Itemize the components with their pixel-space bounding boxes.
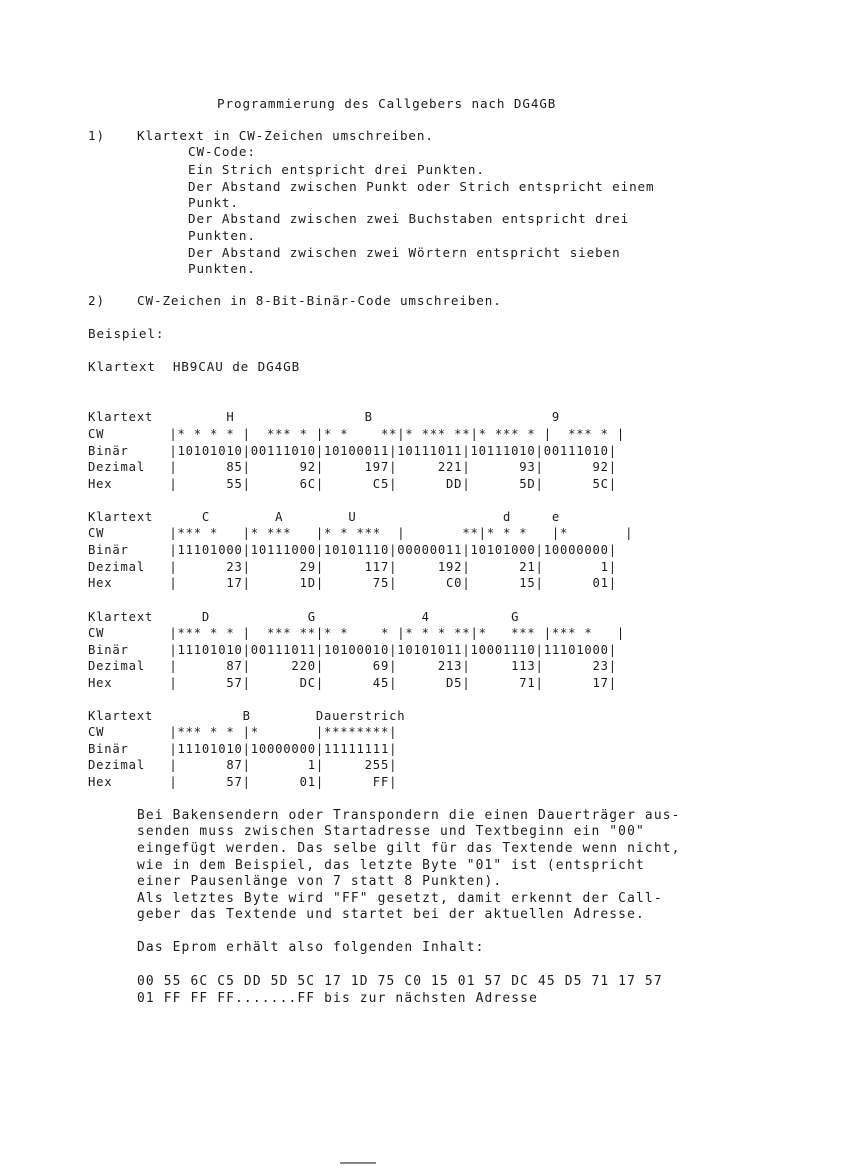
table-3-row: Dezimal | 87| 220| 69| 213| 113| 23|: [88, 659, 617, 673]
table-1-row: Hex | 55| 6C| C5| DD| 5D| 5C|: [88, 477, 617, 491]
eprom-intro: Das Eprom erhält also folgenden Inhalt:: [137, 940, 485, 955]
paragraph-line: Als letztes Byte wird "FF" gesetzt, damit erkennt der Call-: [137, 891, 663, 906]
table-4-row: Klartext B Dauerstrich: [88, 709, 406, 723]
step-1-line: Ein Strich entspricht drei Punkten.: [188, 162, 485, 177]
table-4-row: Binär |11101010|10000000|11111111|: [88, 742, 398, 756]
paragraph-line: wie in dem Beispiel, das letzte Byte "01" ist (entspricht: [137, 858, 645, 873]
table-2-row: Dezimal | 23| 29| 117| 192| 21| 1|: [88, 560, 617, 574]
table-3-row: Hex | 57| DC| 45| D5| 71| 17|: [88, 676, 617, 690]
paragraph-line: senden muss zwischen Startadresse und Textbeginn ein "00": [137, 824, 645, 839]
table-4-row: Hex | 57| 01| FF|: [88, 775, 398, 789]
step-1-line: CW-Code:: [188, 144, 256, 159]
step-1-line: Punkten.: [188, 228, 256, 243]
step-1-number: 1): [88, 128, 105, 143]
table-1-row: Dezimal | 85| 92| 197| 221| 93| 92|: [88, 460, 617, 474]
table-4-row: Dezimal | 87| 1| 255|: [88, 758, 398, 772]
step-1-line: Der Abstand zwischen zwei Buchstaben entspricht drei: [188, 211, 630, 226]
paragraph-line: geber das Textende und startet bei der aktuellen Adresse.: [137, 907, 645, 922]
klartext-line: Klartext HB9CAU de DG4GB: [88, 359, 301, 374]
table-4-row: CW |*** * * |* |********|: [88, 725, 398, 739]
step-1-line: Punkten.: [188, 261, 256, 276]
step-1-heading: Klartext in CW-Zeichen umschreiben.: [137, 128, 434, 143]
document-title: Programmierung des Callgebers nach DG4GB: [217, 96, 557, 111]
table-2-row: Binär |11101000|10111000|10101110|00000011|10101000|10000000|: [88, 543, 617, 557]
eprom-line: 01 FF FF FF.......FF bis zur nächsten Adresse: [137, 991, 538, 1006]
scan-mark: [340, 1162, 376, 1164]
table-3-row: Binär |11101010|00111011|10100010|10101011|10001110|11101000|: [88, 643, 617, 657]
example-label: Beispiel:: [88, 326, 165, 341]
table-1-row: Klartext H B 9: [88, 410, 560, 424]
step-2-number: 2): [88, 293, 105, 308]
step-2-heading: CW-Zeichen in 8-Bit-Binär-Code umschreiben.: [137, 293, 502, 308]
step-1-line: Der Abstand zwischen zwei Wörtern entspricht sieben: [188, 245, 621, 260]
eprom-line: 00 55 6C C5 DD 5D 5C 17 1D 75 C0 15 01 57 DC 45 D5 71 17 57: [137, 974, 663, 989]
paragraph-line: eingefügt werden. Das selbe gilt für das Textende wenn nicht,: [137, 841, 681, 856]
table-1-row: CW |* * * * | *** * |* * **|* *** **|* *** * | *** * |: [88, 427, 626, 441]
paragraph-line: einer Pausenlänge von 7 statt 8 Punkten).: [137, 874, 503, 889]
table-2-row: CW |*** * |* *** |* * *** | **|* * * |* |: [88, 526, 634, 540]
table-3-row: CW |*** * * | *** **|* * * |* * * **|* *** |*** * |: [88, 626, 626, 640]
paragraph-line: Bei Bakensendern oder Transpondern die einen Dauerträger aus-: [137, 808, 681, 823]
step-1-line: Punkt.: [188, 195, 239, 210]
table-2-row: Klartext C A U d e: [88, 510, 560, 524]
step-1-line: Der Abstand zwischen Punkt oder Strich entspricht einem: [188, 179, 655, 194]
table-1-row: Binär |10101010|00111010|10100011|10111011|10111010|00111010|: [88, 444, 617, 458]
table-3-row: Klartext D G 4 G: [88, 610, 520, 624]
table-2-row: Hex | 17| 1D| 75| C0| 15| 01|: [88, 576, 617, 590]
